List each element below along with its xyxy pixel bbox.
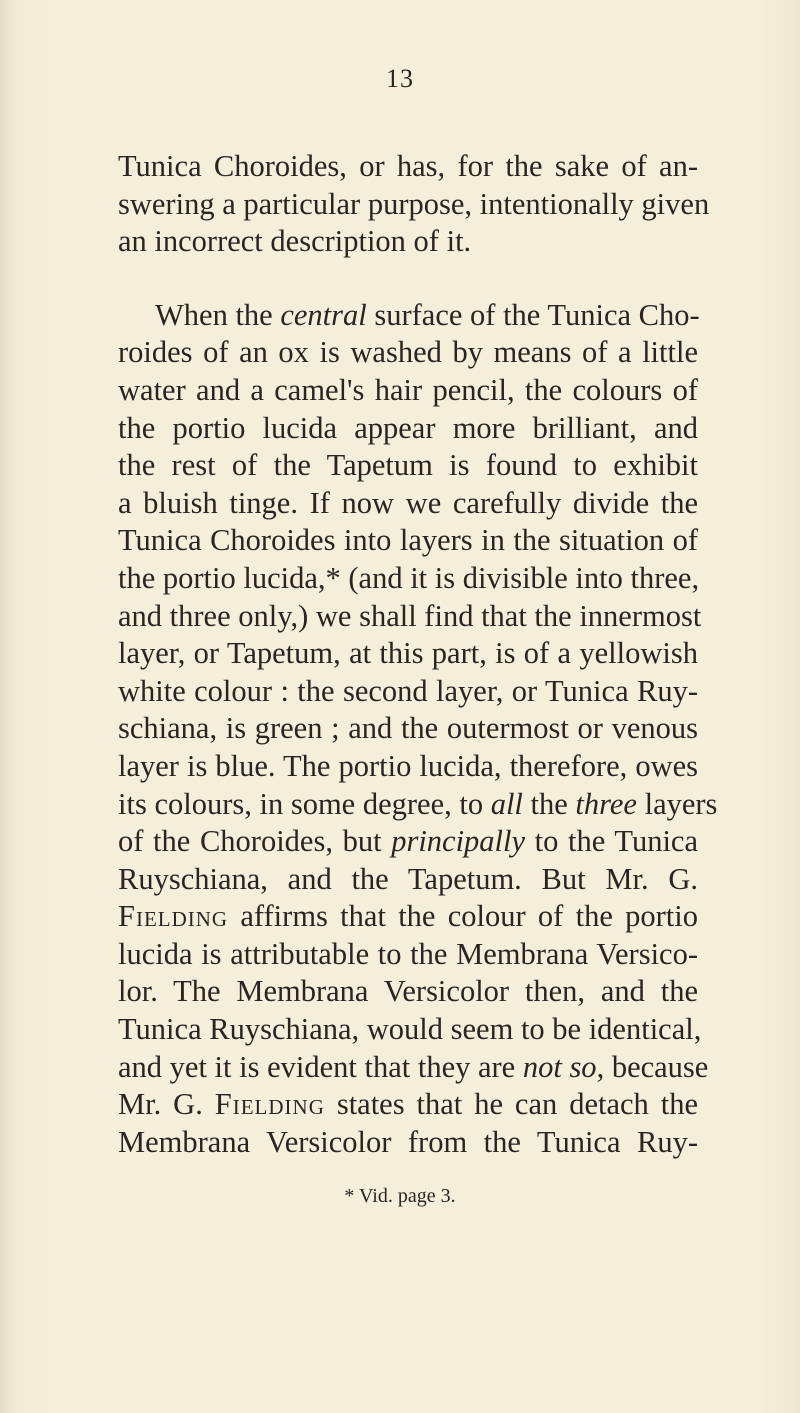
text-line: Tunica Choroides into layers in the situation of bbox=[118, 523, 698, 558]
author-name: Fielding bbox=[214, 1087, 325, 1122]
text-line: its colours, in some degree, to all the three layers bbox=[118, 786, 718, 821]
text-line: white colour : the second layer, or Tunica Ruy- bbox=[118, 673, 698, 708]
text-line: swering a particular purpose, intentionally given bbox=[118, 186, 710, 221]
text-line: and three only,) we shall find that the innermost bbox=[118, 598, 702, 633]
footnote: * Vid. page 3. bbox=[344, 1185, 456, 1207]
paragraph-2 bbox=[118, 297, 718, 1162]
paragraph-1 bbox=[118, 148, 710, 261]
emphasis: all bbox=[490, 786, 523, 821]
page-number: 13 bbox=[386, 64, 414, 93]
text-line: layer is blue. The portio lucida, therefore, owes bbox=[118, 748, 698, 783]
text-line: a bluish tinge. If now we carefully divide the bbox=[118, 485, 698, 520]
text-line: lor. The Membrana Versicolor then, and the bbox=[118, 974, 698, 1009]
text-line: of the Choroides, but principally to the Tunica bbox=[118, 824, 698, 859]
text-line: Membrana Versicolor from the Tunica Ruy- bbox=[118, 1124, 698, 1159]
text-line: the portio lucida,* (and it is divisible into three, bbox=[118, 560, 700, 595]
text-line: layer, or Tapetum, at this part, is of a yellowish bbox=[118, 636, 698, 671]
author-name: Fielding bbox=[118, 899, 229, 934]
text-line: roides of an ox is washed by means of a little bbox=[118, 335, 698, 370]
text-line: Tunica Ruyschiana, would seem to be identical, bbox=[118, 1012, 702, 1047]
emphasis: central bbox=[280, 297, 367, 332]
text-line: Fielding affirms that the colour of the portio bbox=[118, 899, 698, 934]
body-text bbox=[118, 148, 718, 1161]
emphasis: three bbox=[575, 786, 637, 821]
text-line: water and a camel's hair pencil, the colours of bbox=[118, 372, 698, 407]
text-line: the rest of the Tapetum is found to exhibit bbox=[118, 448, 698, 483]
text-line: schiana, is green ; and the outermost or venous bbox=[118, 711, 698, 746]
text-line: Ruyschiana, and the Tapetum. But Mr. G. bbox=[118, 861, 698, 896]
text-line: lucida is attributable to the Membrana Versico- bbox=[118, 936, 698, 971]
text-line: and yet it is evident that they are not so, because bbox=[118, 1049, 709, 1084]
text-line: the portio lucida appear more brilliant, and bbox=[118, 410, 698, 445]
text-line: When the central surface of the Tunica Cho- bbox=[155, 297, 700, 332]
emphasis: principally bbox=[391, 824, 526, 859]
text-line: Mr. G. Fielding states that he can detach the bbox=[118, 1087, 698, 1122]
text-line: Tunica Choroides, or has, for the sake of an- bbox=[118, 149, 698, 183]
emphasis: not so bbox=[522, 1049, 597, 1084]
text-line: an incorrect description of it. bbox=[118, 224, 472, 259]
